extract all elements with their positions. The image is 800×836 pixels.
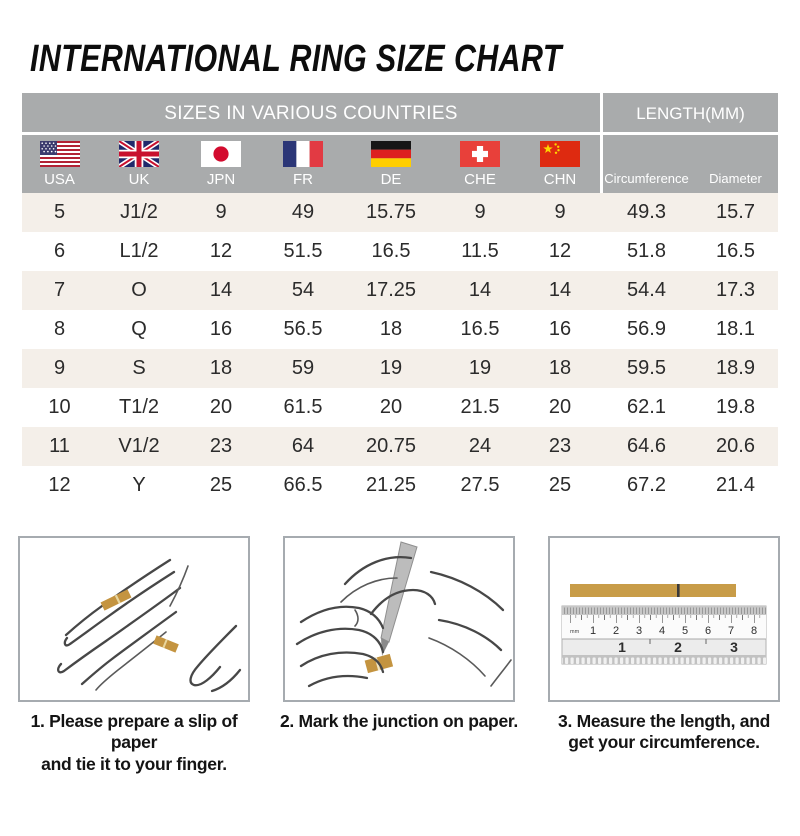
- france-flag-icon: [283, 141, 323, 167]
- paper-strip-mark: [677, 584, 680, 597]
- cell-circumference: 56.9: [627, 318, 666, 340]
- cell-che-size: 19: [468, 357, 492, 379]
- caption-step3: [539, 711, 789, 775]
- cell-chn-size: 9: [554, 201, 566, 223]
- ruler: [562, 606, 766, 664]
- illustration-step2-mark-paper: [283, 536, 515, 702]
- caption-step2: [274, 711, 524, 775]
- svg-text:2: 2: [612, 625, 620, 637]
- japan-flag-icon: [201, 141, 241, 167]
- column-header-de: [345, 135, 437, 193]
- caption-step3-line1: 3. Measure the length, and: [558, 711, 770, 731]
- column-label: CHE: [464, 171, 496, 188]
- cell-jpn-size: 14: [209, 279, 233, 301]
- cell-chn-size: 12: [548, 240, 572, 262]
- cell-usa-size: 12: [48, 474, 71, 496]
- cell-chn-size: 23: [548, 435, 572, 457]
- cell-che-size: 14: [468, 279, 492, 301]
- cell-jpn-size: 25: [209, 474, 233, 496]
- svg-text:6: 6: [704, 625, 712, 637]
- cell-de-size: 20: [379, 396, 403, 418]
- cell-diameter: 18.9: [716, 357, 755, 379]
- cell-uk-size: O: [131, 279, 147, 301]
- cell-diameter: 21.4: [716, 474, 755, 496]
- cell-circumference: 49.3: [627, 201, 666, 223]
- china-flag-icon: [540, 141, 580, 167]
- cell-diameter: 15.7: [716, 201, 755, 223]
- uk-flag-icon: [119, 141, 159, 167]
- table-row: [22, 388, 778, 427]
- hand-with-paper-strip-illustration: [20, 538, 248, 700]
- cell-che-size: 11.5: [461, 240, 499, 262]
- cell-uk-size: V1/2: [118, 435, 160, 457]
- cell-che-size: 27.5: [460, 474, 500, 496]
- cell-circumference: 59.5: [627, 357, 666, 379]
- cell-uk-size: J1/2: [120, 201, 158, 223]
- table-row: [22, 349, 778, 388]
- column-header-circumference: Circumference: [604, 171, 689, 186]
- svg-text:4: 4: [658, 625, 666, 637]
- cell-usa-size: 11: [49, 435, 70, 457]
- column-label: CHN: [543, 171, 577, 188]
- cell-fr-size: 49: [291, 201, 315, 223]
- cell-circumference: 51.8: [627, 240, 666, 262]
- column-header-diameter: Diameter: [709, 171, 762, 186]
- switzerland-flag-icon: [460, 141, 500, 167]
- table-row: [22, 310, 778, 349]
- cell-chn-size: 20: [548, 396, 572, 418]
- illustration-step1-tie-paper: [18, 536, 250, 702]
- ruler-unit-label: mm: [570, 629, 580, 635]
- column-header-che: [437, 135, 523, 193]
- cell-fr-size: 59: [291, 357, 315, 379]
- cell-jpn-size: 12: [209, 240, 233, 262]
- caption-step1-line2: and tie it to your finger.: [41, 753, 227, 774]
- marking-pen-illustration: [285, 538, 513, 700]
- cell-uk-size: Q: [131, 318, 147, 340]
- svg-text:3: 3: [635, 625, 643, 637]
- column-label: UK: [128, 171, 150, 188]
- cell-jpn-size: 18: [209, 357, 233, 379]
- usa-flag-icon: [40, 141, 80, 167]
- table-body: [22, 193, 778, 505]
- column-header-fr: [261, 135, 345, 193]
- cell-de-size: 21.25: [365, 474, 417, 496]
- cell-de-size: 15.75: [365, 201, 417, 223]
- germany-flag-icon: [371, 141, 411, 167]
- column-header-uk: [97, 135, 181, 193]
- cell-de-size: 18: [379, 318, 403, 340]
- cell-usa-size: 5: [53, 201, 66, 223]
- cell-de-size: 17.25: [365, 279, 417, 301]
- paper-strip: [570, 584, 736, 597]
- table-row: [22, 232, 778, 271]
- cell-uk-size: L1/2: [119, 240, 159, 262]
- cell-diameter: 19.8: [716, 396, 755, 418]
- column-header-chn: [523, 135, 597, 193]
- cell-diameter: 17.3: [716, 279, 755, 301]
- cell-usa-size: 6: [53, 240, 66, 262]
- svg-text:7: 7: [727, 625, 735, 637]
- cell-uk-size: S: [132, 357, 146, 379]
- cell-che-size: 21.5: [460, 396, 500, 418]
- cell-fr-size: 54: [291, 279, 315, 301]
- cell-usa-size: 9: [53, 357, 66, 379]
- table-row: [22, 427, 778, 466]
- column-label: USA: [44, 171, 75, 188]
- cell-uk-size: Y: [132, 474, 146, 496]
- column-label: JPN: [206, 171, 236, 188]
- caption-step1: [9, 711, 259, 775]
- column-header-usa: [22, 135, 97, 193]
- cell-fr-size: 56.5: [283, 318, 323, 340]
- svg-text:3: 3: [730, 639, 738, 655]
- size-chart-table: [22, 93, 778, 505]
- page-title: INTERNATIONAL RING SIZE CHART: [30, 38, 562, 80]
- caption-step2-line1: 2. Mark the junction on paper.: [280, 711, 518, 731]
- column-label: FR: [293, 171, 313, 188]
- column-header-jpn: [181, 135, 261, 193]
- cell-uk-size: T1/2: [118, 396, 160, 418]
- table-row: [22, 466, 778, 505]
- table-header: [22, 93, 778, 193]
- illustration-step3-measure-ruler: [548, 536, 780, 702]
- cell-che-size: 9: [474, 201, 486, 223]
- cell-che-size: 24: [468, 435, 492, 457]
- column-label: DE: [380, 171, 402, 188]
- cell-circumference: 62.1: [627, 396, 666, 418]
- cell-jpn-size: 9: [215, 201, 227, 223]
- cell-usa-size: 10: [48, 396, 71, 418]
- cell-de-size: 19: [379, 357, 403, 379]
- cell-jpn-size: 20: [209, 396, 233, 418]
- cell-jpn-size: 23: [209, 435, 233, 457]
- svg-text:8: 8: [750, 625, 758, 637]
- cell-diameter: 16.5: [716, 240, 755, 262]
- ruler-measurement-illustration: [550, 538, 778, 700]
- cell-diameter: 20.6: [716, 435, 755, 457]
- svg-text:1: 1: [618, 639, 626, 655]
- svg-text:5: 5: [681, 625, 689, 637]
- cell-fr-size: 64: [291, 435, 315, 457]
- cell-de-size: 16.5: [371, 240, 411, 262]
- group-header-countries: SIZES IN VARIOUS COUNTRIES: [164, 103, 458, 124]
- cell-chn-size: 14: [548, 279, 572, 301]
- instruction-captions: [9, 711, 800, 775]
- cell-usa-size: 7: [53, 279, 66, 301]
- cell-fr-size: 66.5: [283, 474, 323, 496]
- cell-chn-size: 18: [548, 357, 572, 379]
- caption-step3-line2: get your circumference.: [568, 732, 760, 753]
- group-header-length: LENGTH(MM): [636, 104, 745, 123]
- cell-che-size: 16.5: [460, 318, 500, 340]
- cell-fr-size: 61.5: [283, 396, 323, 418]
- svg-text:2: 2: [674, 639, 682, 655]
- cell-chn-size: 16: [548, 318, 572, 340]
- cell-circumference: 67.2: [627, 474, 666, 496]
- column-header-row: [22, 135, 778, 193]
- cell-chn-size: 25: [548, 474, 572, 496]
- svg-text:1: 1: [589, 625, 597, 637]
- cell-diameter: 18.1: [716, 318, 755, 340]
- caption-step1-line1: 1. Please prepare a slip of paper: [30, 711, 238, 753]
- cell-circumference: 64.6: [627, 435, 666, 457]
- instruction-illustrations: [18, 536, 800, 702]
- cell-fr-size: 51.5: [283, 240, 323, 262]
- cell-usa-size: 8: [53, 318, 66, 340]
- ring-size-chart-page: [0, 36, 800, 775]
- cell-circumference: 54.4: [627, 279, 666, 301]
- cell-de-size: 20.75: [365, 435, 417, 457]
- cell-jpn-size: 16: [209, 318, 233, 340]
- table-row: [22, 193, 778, 232]
- table-row: [22, 271, 778, 310]
